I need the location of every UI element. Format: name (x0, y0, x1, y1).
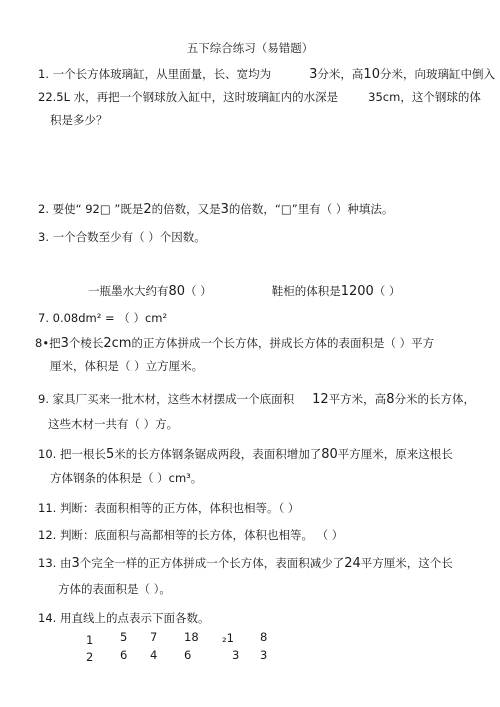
fraction-2-numerator: 5 (120, 630, 128, 644)
fraction-5-denominator: 3 (232, 648, 240, 662)
fraction-3-denominator: 4 (150, 648, 158, 662)
question-1-line-3: 积是多少？ (50, 113, 108, 127)
question-10-line-1: 10. 把一根长5米的长方体钢条锯成两段，表面积增加了80平方厘米，原来这根长 (38, 447, 453, 462)
fraction-2-denominator: 6 (120, 648, 128, 662)
fraction-4-numerator: 18 (184, 630, 199, 644)
question-3: 3. 一个合数至少有（ ）个因数。 (38, 230, 206, 244)
question-1-line-2: 22.5L 水，再把一个钢球放入缸中，这时玻璃缸内的水深是 35cm，这个钢球的体 (38, 90, 481, 104)
question-10-line-2: 方体钢条的体积是（ ）cm³。 (50, 471, 203, 485)
question-1-line-1: 1. 一个长方体玻璃缸，从里面量，长、宽均为 3分米，高10分米，向玻璃缸中倒入 (38, 67, 495, 82)
fraction-6-denominator: 3 (260, 648, 268, 662)
fraction-3-numerator: 7 (150, 630, 158, 644)
question-7: 7. 0.08dm² = （ ）cm² (38, 311, 168, 325)
question-13-line-2: 方体的表面积是（ ）。 (58, 582, 171, 596)
page-title: 五下综合练习（易错题） (186, 41, 314, 55)
fraction-4-denominator: 6 (184, 648, 192, 662)
question-12: 12. 判断：底面积与高都相等的长方体，体积也相等。 （ ） (38, 528, 344, 542)
question-13-line-1: 13. 由3个完全一样的正方体拼成一个长方体，表面积减少了24平方厘米，这个长 (38, 556, 453, 571)
question-14: 14. 用直线上的点表示下面各数。 (38, 611, 210, 625)
question-8-line-1: 8•把3个棱长2cm的正方体拼成一个长方体，拼成长方体的表面积是（ ）平方 (35, 336, 435, 351)
question-9-line-2: 这些木材一共有（ ）方。 (48, 417, 179, 431)
fraction-5-numerator: ₂1 (222, 631, 234, 645)
question-11: 11. 判断：表面积相等的正方体，体积也相等。（ ） (38, 501, 300, 515)
question-2: 2. 要使“ 92□ ”既是2的倍数，又是3的倍数，“□”里有（ ）种填法。 (38, 202, 394, 217)
question-8-line-2: 厘米，体积是（ ）立方厘米。 (50, 359, 204, 373)
question-6: 一瓶墨水大约有80（ ） 鞋柜的体积是1200（ ） (88, 284, 401, 299)
fraction-1-denominator: 2 (86, 650, 94, 664)
fraction-1-numerator: 1 (86, 633, 94, 647)
question-9-line-1: 9. 家具厂买来一批木材，这些木材摆成一个底面积 12平方米，高8分米的长方体， (38, 392, 475, 407)
fraction-6-numerator: 8 (260, 630, 268, 644)
